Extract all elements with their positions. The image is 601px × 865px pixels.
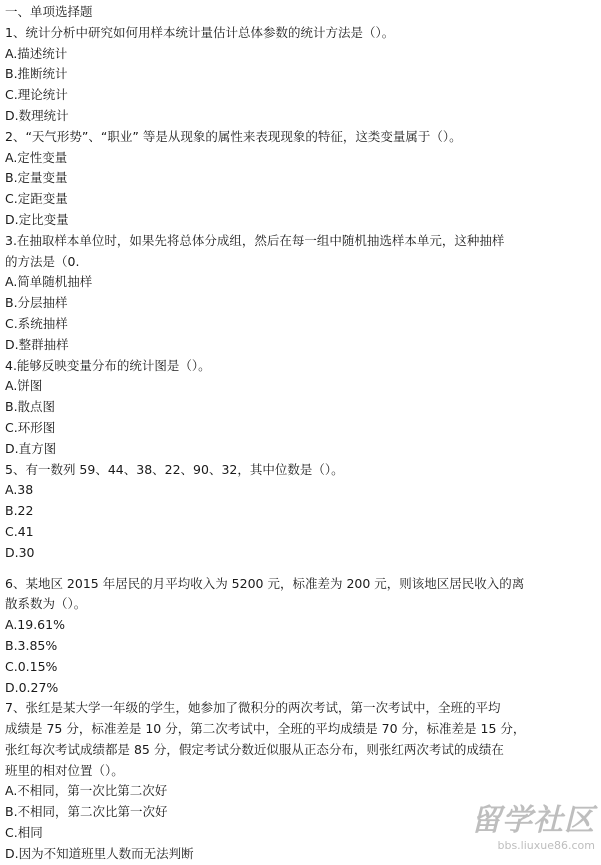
option-d: D.直方图 <box>5 440 57 456</box>
question-stem-cont: 张红每次考试成绩都是 85 分，假定考试分数近似服从正态分布，则张红两次考试的成绩在 <box>5 741 504 757</box>
question-stem: 2、“天气形势”、“职业” 等是从现象的属性来表现现象的特征，这类变量属于（）。 <box>5 128 462 144</box>
question-stem-cont: 散系数为（）。 <box>5 596 87 612</box>
watermark-url: bbs.liuxue86.com <box>497 839 595 852</box>
question-stem-cont: 班里的相对位置（）。 <box>5 762 124 778</box>
watermark-brand: 留学社区 <box>471 803 595 838</box>
question-3 <box>5 231 597 356</box>
question-6 <box>5 574 597 699</box>
option-c: C.理论统计 <box>5 87 68 103</box>
question-stem: 6、某地区 2015 年居民的月平均收入为 5200 元，标准差为 200 元，则该地区居民收入的离 <box>5 575 525 591</box>
option-b: B.定量变量 <box>5 170 68 186</box>
question-stem: 5、有一数列 59、44、38、22、90、32，其中位数是（）。 <box>5 461 344 477</box>
site-watermark <box>445 803 595 861</box>
question-2 <box>5 127 597 231</box>
question-stem: 7、张红是某大学一年级的学生，她参加了微积分的两次考试，第一次考试中，全班的平均 <box>5 700 501 716</box>
spacer <box>5 564 597 574</box>
option-d: D.数理统计 <box>5 107 69 123</box>
option-d: D.0.27% <box>5 679 59 695</box>
question-5 <box>5 460 597 564</box>
option-a: A.定性变量 <box>5 149 68 165</box>
question-stem: 4.能够反映变量分布的统计图是（）。 <box>5 357 211 373</box>
option-b: B.分层抽样 <box>5 295 68 311</box>
question-stem-cont: 的方法是（0. <box>5 253 80 269</box>
option-c: C.相同 <box>5 825 43 841</box>
option-b: B.推断统计 <box>5 66 68 82</box>
section-title: 一、单项选择题 <box>5 4 93 19</box>
option-c: C.0.15% <box>5 658 58 674</box>
option-c: C.定距变量 <box>5 191 68 207</box>
option-c: C.系统抽样 <box>5 315 68 331</box>
option-a: A.描述统计 <box>5 45 68 61</box>
option-a: A.不相同，第一次比第二次好 <box>5 783 168 799</box>
question-stem: 3.在抽取样本单位时，如果先将总体分成组，然后在每一组中随机抽选样本单元，这种抽样 <box>5 232 505 248</box>
option-d: D.30 <box>5 544 35 560</box>
question-4 <box>5 356 597 460</box>
question-stem: 1、统计分析中研究如何用样本统计量估计总体参数的统计方法是（）。 <box>5 24 395 40</box>
option-a: A.简单随机抽样 <box>5 274 93 290</box>
option-d: D.因为不知道班里人数而无法判断 <box>5 845 194 861</box>
option-b: B.散点图 <box>5 399 56 415</box>
option-b: B.3.85% <box>5 637 58 653</box>
option-c: C.环形图 <box>5 419 56 435</box>
question-stem-cont: 成绩是 75 分，标准差是 10 分，第二次考试中，全班的平均成绩是 70 分，标准差是 15 分， <box>5 721 526 737</box>
option-a: A.38 <box>5 482 34 498</box>
option-b: B.不相同，第二次比第一次好 <box>5 804 168 820</box>
option-a: A.19.61% <box>5 617 65 633</box>
question-1 <box>5 23 597 127</box>
option-b: B.22 <box>5 503 34 519</box>
option-a: A.饼图 <box>5 378 43 394</box>
option-d: D.整群抽样 <box>5 336 69 352</box>
option-c: C.41 <box>5 523 34 539</box>
option-d: D.定比变量 <box>5 211 69 227</box>
